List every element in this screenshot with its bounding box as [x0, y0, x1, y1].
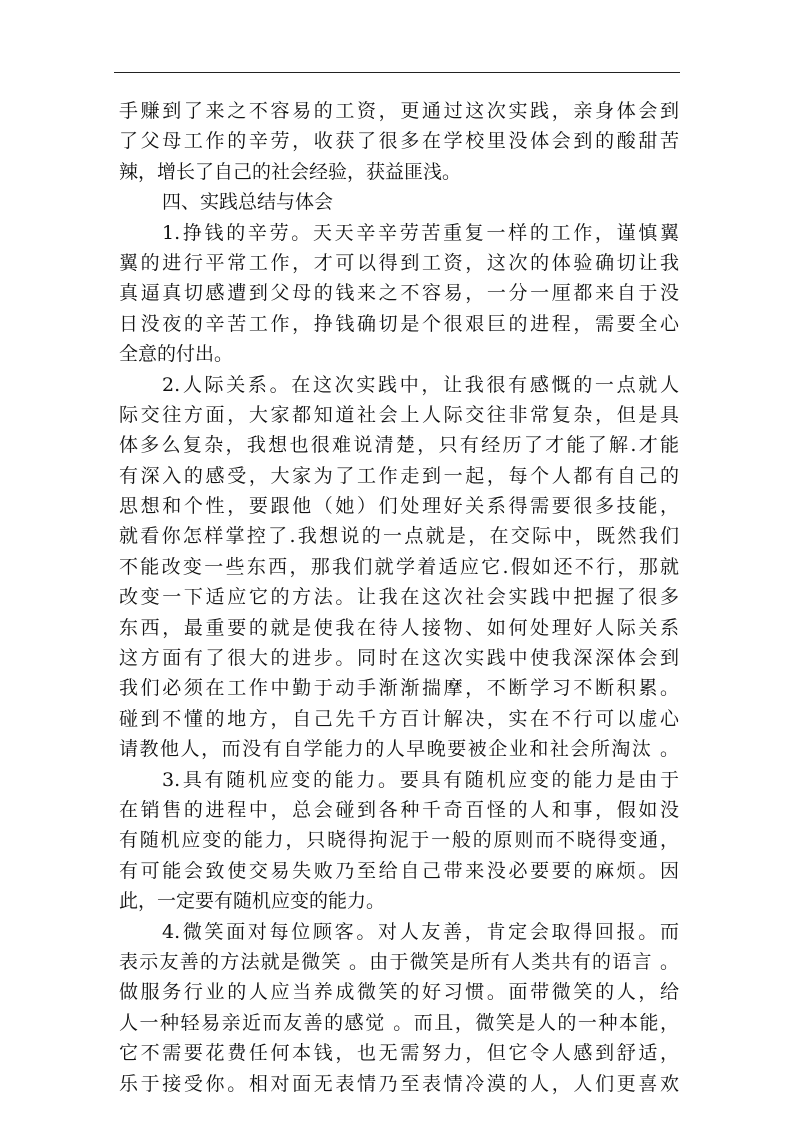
- document-body: [119, 96, 679, 1099]
- text-line: 全意的付出。: [119, 343, 234, 366]
- text-line: 日没夜的辛苦工作，挣钱确切是个很艰巨的进程，需要全心: [119, 312, 679, 335]
- text-line: 不能改变一些东西，那我们就学着适应它.假如还不行，那就: [119, 555, 679, 578]
- text-line: 碰到不懂的地方，自己先千方百计解决，实在不行可以虚心: [119, 707, 679, 730]
- text-line: 乐于接受你。相对面无表情乃至表情冷漠的人，人们更喜欢: [119, 1072, 679, 1095]
- text-line: 在销售的进程中，总会碰到各种千奇百怪的人和事，假如没: [119, 798, 679, 821]
- text-line: 际交往方面，大家都知道社会上人际交往非常复杂，但是具: [119, 403, 679, 426]
- text-line: 它不需要花费任何本钱，也无需努力，但它令人感到舒适，: [119, 1042, 679, 1065]
- text-line: 有可能会致使交易失败乃至给自己带来没必要要的麻烦。因: [119, 859, 679, 882]
- text-line: 3.具有随机应变的能力。要具有随机应变的能力是由于: [162, 768, 679, 791]
- text-line: 真逼真切感遭到父母的钱来之不容易，一分一厘都来自于没: [119, 282, 679, 305]
- text-line: 请教他人，而没有自学能力的人早晚要被企业和社会所淘汰 。: [119, 738, 679, 761]
- text-line: 2.人际关系。在这次实践中，让我很有感慨的一点就人: [162, 373, 679, 396]
- text-line: 有深入的感受，大家为了工作走到一起，每个人都有自己的: [119, 464, 679, 487]
- text-line: 我们必须在工作中勤于动手渐渐揣摩，不断学习不断积累。: [119, 677, 679, 700]
- text-line: 1.挣钱的辛劳。天天辛辛劳苦重复一样的工作，谨慎翼: [162, 221, 679, 244]
- text-line: 此，一定要有随机应变的能力。: [119, 890, 386, 913]
- text-line: 做服务行业的人应当养成微笑的好习惯。面带微笑的人，给: [119, 981, 679, 1004]
- text-line: 有随机应变的能力，只晓得拘泥于一般的原则而不晓得变通，: [119, 829, 679, 852]
- text-line: 人一种轻易亲近而友善的感觉 。而且，微笑是人的一种本能，: [119, 1011, 679, 1034]
- header-rule: [114, 72, 680, 73]
- text-line: 东西，最重要的就是使我在待人接物、如何处理好人际关系: [119, 616, 679, 639]
- text-line: 这方面有了很大的进步。同时在这次实践中使我深深体会到: [119, 647, 679, 670]
- text-line: 了父母工作的辛劳，收获了很多在学校里没体会到的酸甜苦: [119, 130, 679, 153]
- text-line: 表示友善的方法就是微笑 。由于微笑是所有人类共有的语言 。: [119, 950, 679, 973]
- text-line: 就看你怎样掌控了.我想说的一点就是，在交际中，既然我们: [119, 525, 679, 548]
- text-line: 改变一下适应它的方法。让我在这次社会实践中把握了很多: [119, 586, 679, 609]
- text-line: 四、实践总结与体会: [162, 191, 334, 214]
- text-line: 体多么复杂，我想也很难说清楚，只有经历了才能了解.才能: [119, 434, 679, 457]
- text-line: 思想和个性，要跟他（她）们处理好关系得需要很多技能，: [119, 495, 679, 518]
- text-line: 翼的进行平常工作，才可以得到工资，这次的体验确切让我: [119, 251, 679, 274]
- text-line: 4.微笑面对每位顾客。对人友善，肯定会取得回报。而: [162, 920, 679, 943]
- text-line: 手赚到了来之不容易的工资，更通过这次实践，亲身体会到: [119, 100, 679, 122]
- text-line: 辣，增长了自己的社会经验，获益匪浅。: [119, 160, 462, 183]
